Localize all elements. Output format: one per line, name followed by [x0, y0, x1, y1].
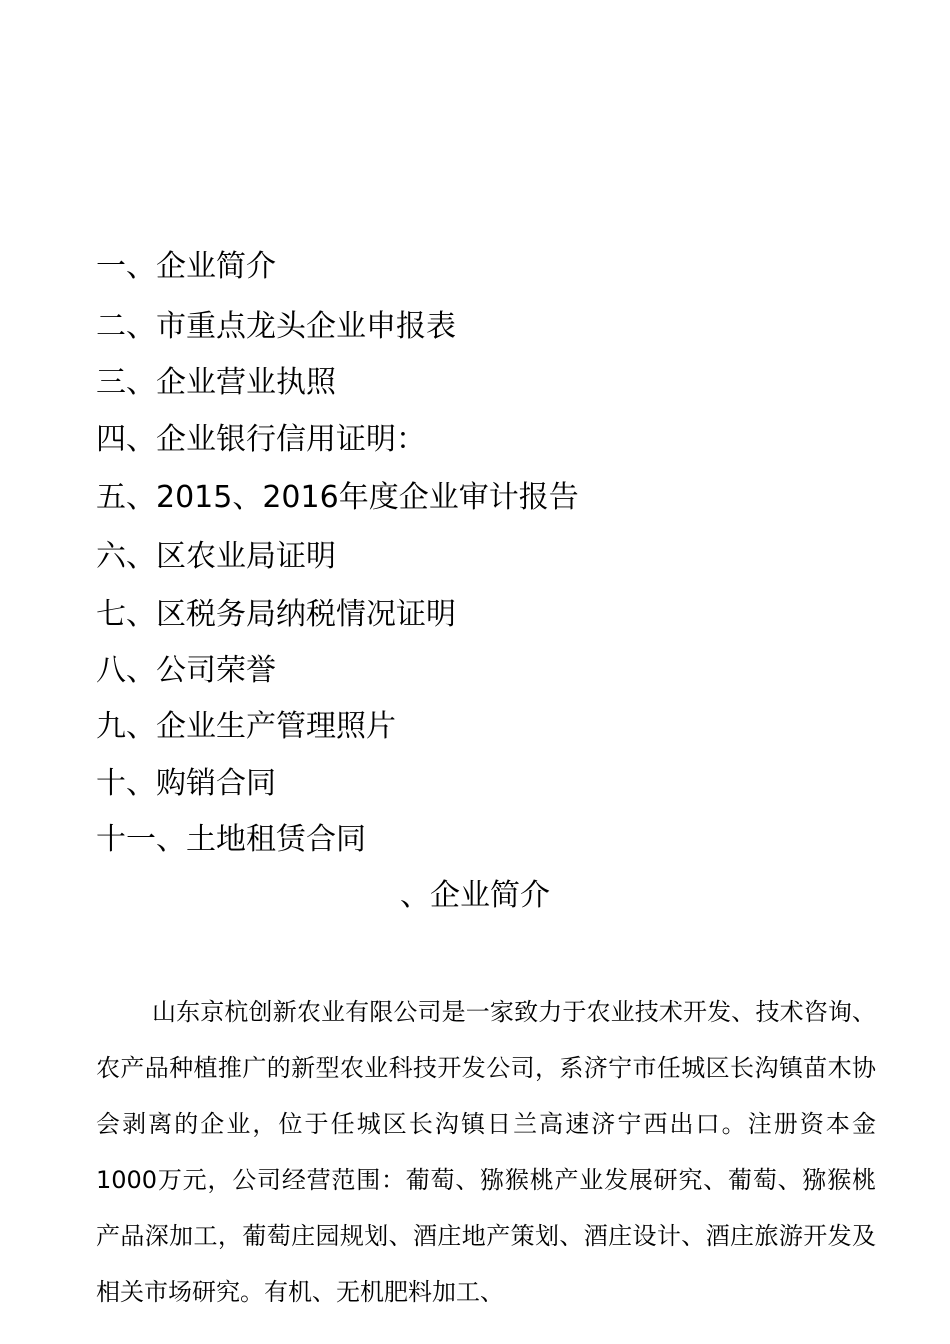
- toc-item-9: 九、企业生产管理照片: [96, 709, 396, 744]
- toc-item-6: 六、区农业局证明: [96, 539, 336, 574]
- toc-item-8: 八、公司荣誉: [96, 653, 276, 688]
- toc-item-5: 五、2015、2016年度企业审计报告: [96, 480, 579, 515]
- toc-item-10: 十、购销合同: [96, 766, 276, 801]
- toc-item-2: 二、市重点龙头企业申报表: [96, 309, 456, 344]
- section-paragraph: 山东京杭创新农业有限公司是一家致力于农业技术开发、技术咨询、农产品种植推广的新型农业科技开发公司，系济宁市任城区长沟镇苗木协会剥离的企业，位于任城区长沟镇日兰高速济宁西出口。注册资本金1000万元，公司经营范围：葡萄、猕猴桃产业发展研究、葡萄、猕猴桃产品深加工，葡萄庄园规划、酒庄地产策划、酒庄设计、酒庄旅游开发及相关市场研究。有机、无机肥料加工、: [96, 998, 876, 1306]
- section-title: 、企业简介: [400, 878, 550, 913]
- toc-item-4: 四、企业银行信用证明：: [96, 422, 426, 457]
- toc-item-7: 七、区税务局纳税情况证明: [96, 597, 456, 632]
- toc-item-1: 一、企业简介: [96, 249, 276, 284]
- toc-item-3: 三、企业营业执照: [96, 365, 336, 400]
- toc-item-11: 十一、土地租赁合同: [96, 822, 366, 857]
